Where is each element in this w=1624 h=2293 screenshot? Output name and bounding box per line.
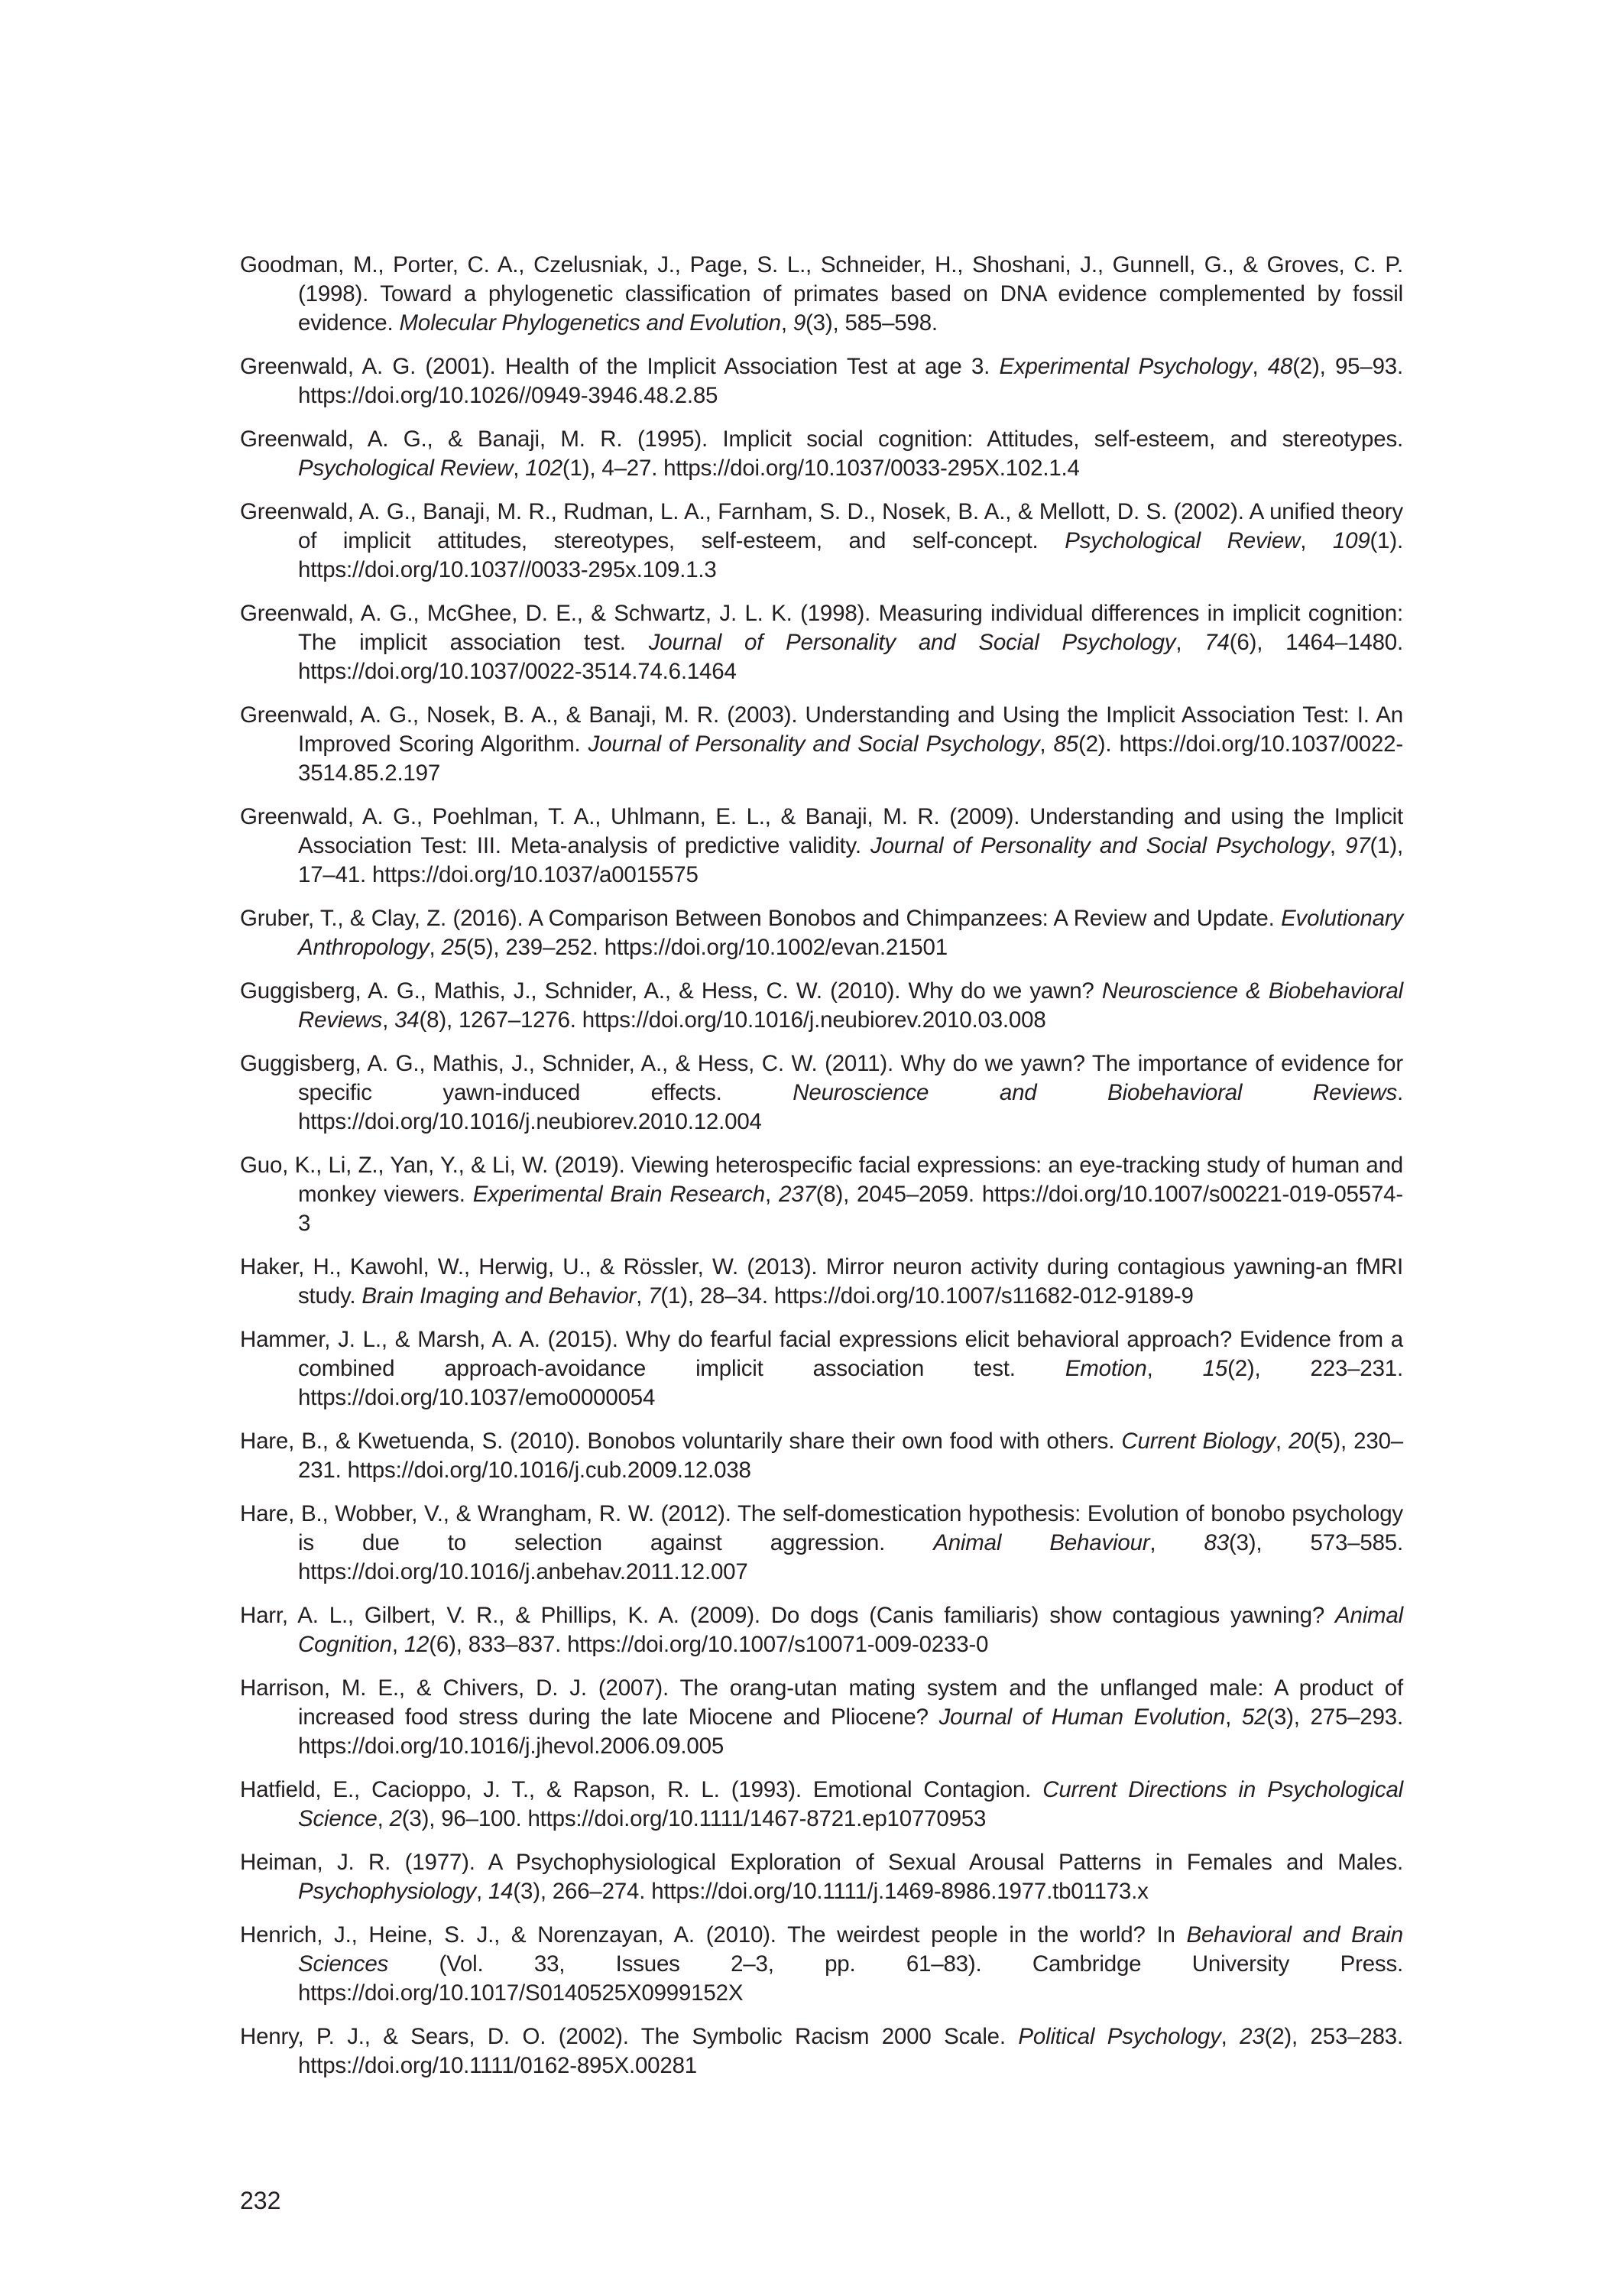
reference-entry: Guggisberg, A. G., Mathis, J., Schnider, A., & Hess, C. W. (2010). Why do we yawn? Neuroscience & Biobehavioral Reviews, 34(8), 1267–1276. https://doi.org/10.1016/j.neubiorev.2010.03.008 bbox=[240, 978, 1403, 1033]
reference-entry: Greenwald, A. G., & Banaji, M. R. (1995). Implicit social cognition: Attitudes, self-esteem, and stereotypes. Psychological Review, 102(1), 4–27. https://doi.org/10.1037/0033-295X.102.1.4 bbox=[240, 426, 1403, 481]
reference-entry: Henry, P. J., & Sears, D. O. (2002). The Symbolic Racism 2000 Scale. Political Psychology, 23(2), 253–283. https://doi.org/10.1111/0162-895X.00281 bbox=[240, 2024, 1403, 2078]
reference-entry: Greenwald, A. G., Poehlman, T. A., Uhlmann, E. L., & Banaji, M. R. (2009). Understanding and using the Implicit Association Test: III. Meta-analysis of predictive validity. Journal of Personality and Social Psychology, 97(1), 17–41. https://doi.org/10.1037/a0015575 bbox=[240, 804, 1403, 887]
reference-entry: Greenwald, A. G., Banaji, M. R., Rudman, L. A., Farnham, S. D., Nosek, B. A., & Mellott, D. S. (2002). A unified theory of implicit attitudes, stereotypes, self-esteem, and self-concept. Psychological Review, 109(1). https://doi.org/10.1037//0033-295x.109.1.3 bbox=[240, 499, 1403, 582]
reference-entry: Hare, B., & Kwetuenda, S. (2010). Bonobos voluntarily share their own food with others. Current Biology, 20(5), 230–231. https://doi.org/10.1016/j.cub.2009.12.038 bbox=[240, 1429, 1403, 1483]
reference-entry: Harrison, M. E., & Chivers, D. J. (2007). The orang-utan mating system and the unflanged male: A product of increased food stress during the late Miocene and Pliocene? Journal of Human Evolution, 52(3), 275–293. https://doi.org/10.1016/j.jhevol.2006.09.005 bbox=[240, 1675, 1404, 1759]
reference-entry: Greenwald, A. G., McGhee, D. E., & Schwartz, J. L. K. (1998). Measuring individual differences in implicit cognition: The implicit association test. Journal of Personality and Social Psychology, 74(6), 1464–1480. https://doi.org/10.1037/0022-3514.74.6.1464 bbox=[240, 601, 1403, 684]
reference-entry: Heiman, J. R. (1977). A Psychophysiological Exploration of Sexual Arousal Patterns in Females and Males. Psychophysiology, 14(3), 266–274. https://doi.org/10.1111/j.1469-8986.1977.tb01173.x bbox=[240, 1850, 1403, 1904]
reference-entry: Henrich, J., Heine, S. J., & Norenzayan, A. (2010). The weirdest people in the world? In Behavioral and Brain Sciences (Vol. 33, Issues 2–3, pp. 61–83). Cambridge University Press. https://doi.org/10.1017/S0140525X0999152X bbox=[240, 1922, 1403, 2006]
reference-entry: Greenwald, A. G. (2001). Health of the Implicit Association Test at age 3. Experimental Psychology, 48(2), 95–93. https://doi.org/10.1026//0949-3946.48.2.85 bbox=[240, 354, 1403, 408]
reference-entry: Greenwald, A. G., Nosek, B. A., & Banaji, M. R. (2003). Understanding and Using the Implicit Association Test: I. An Improved Scoring Algorithm. Journal of Personality and Social Psychology, 85(2). https://doi.org/10.1037/0022-3514.85.2.197 bbox=[240, 702, 1404, 786]
reference-entry: Harr, A. L., Gilbert, V. R., & Phillips, K. A. (2009). Do dogs (Canis familiaris) show contagious yawning? Animal Cognition, 12(6), 833–837. https://doi.org/10.1007/s10071-009-0233-0 bbox=[240, 1603, 1403, 1657]
reference-entry: Haker, H., Kawohl, W., Herwig, U., & Rössler, W. (2013). Mirror neuron activity during contagious yawning-an fMRI study. Brain Imaging and Behavior, 7(1), 28–34. https://doi.org/10.1007/s11682-012-9189-9 bbox=[240, 1254, 1403, 1309]
reference-entry: Gruber, T., & Clay, Z. (2016). A Comparison Between Bonobos and Chimpanzees: A Review and Update. Evolutionary Anthropology, 25(5), 239–252. https://doi.org/10.1002/evan.21501 bbox=[240, 906, 1403, 960]
reference-list bbox=[240, 251, 1403, 2095]
reference-entry: Goodman, M., Porter, C. A., Czelusniak, J., Page, S. L., Schneider, H., Shoshani, J., Gunnell, G., & Groves, C. P. (1998). Toward a phylogenetic classification of primates based on DNA evidence complemented by fossil evidence. Molecular Phylogenetics and Evolution, 9(3), 585–598. bbox=[240, 252, 1403, 336]
reference-entry: Hare, B., Wobber, V., & Wrangham, R. W. (2012). The self-domestication hypothesis: Evolution of bonobo psychology is due to selection against aggression. Animal Behaviour, 83(3), 573–585. https://doi.org/10.1016/j.anbehav.2011.12.007 bbox=[240, 1501, 1404, 1584]
reference-entry: Hatfield, E., Cacioppo, J. T., & Rapson, R. L. (1993). Emotional Contagion. Current Directions in Psychological Science, 2(3), 96–100. https://doi.org/10.1111/1467-8721.ep10770953 bbox=[240, 1777, 1404, 1831]
page-number: 232 bbox=[240, 2187, 281, 2214]
reference-entry: Hammer, J. L., & Marsh, A. A. (2015). Why do fearful facial expressions elicit behavioral approach? Evidence from a combined approach-avoidance implicit association test. Emotion, 15(2), 223–231. https://doi.org/10.1037/emo0000054 bbox=[240, 1327, 1403, 1410]
reference-entry: Guo, K., Li, Z., Yan, Y., & Li, W. (2019). Viewing heterospecific facial expressions: an eye-tracking study of human and monkey viewers. Experimental Brain Research, 237(8), 2045–2059. https://doi.org/10.1007/s00221-019-05574-3 bbox=[240, 1153, 1403, 1236]
reference-entry: Guggisberg, A. G., Mathis, J., Schnider, A., & Hess, C. W. (2011). Why do we yawn? The importance of evidence for specific yawn-induced effects. Neuroscience and Biobehavioral Reviews. https://doi.org/10.1016/j.neubiorev.2010.12.004 bbox=[240, 1051, 1403, 1134]
